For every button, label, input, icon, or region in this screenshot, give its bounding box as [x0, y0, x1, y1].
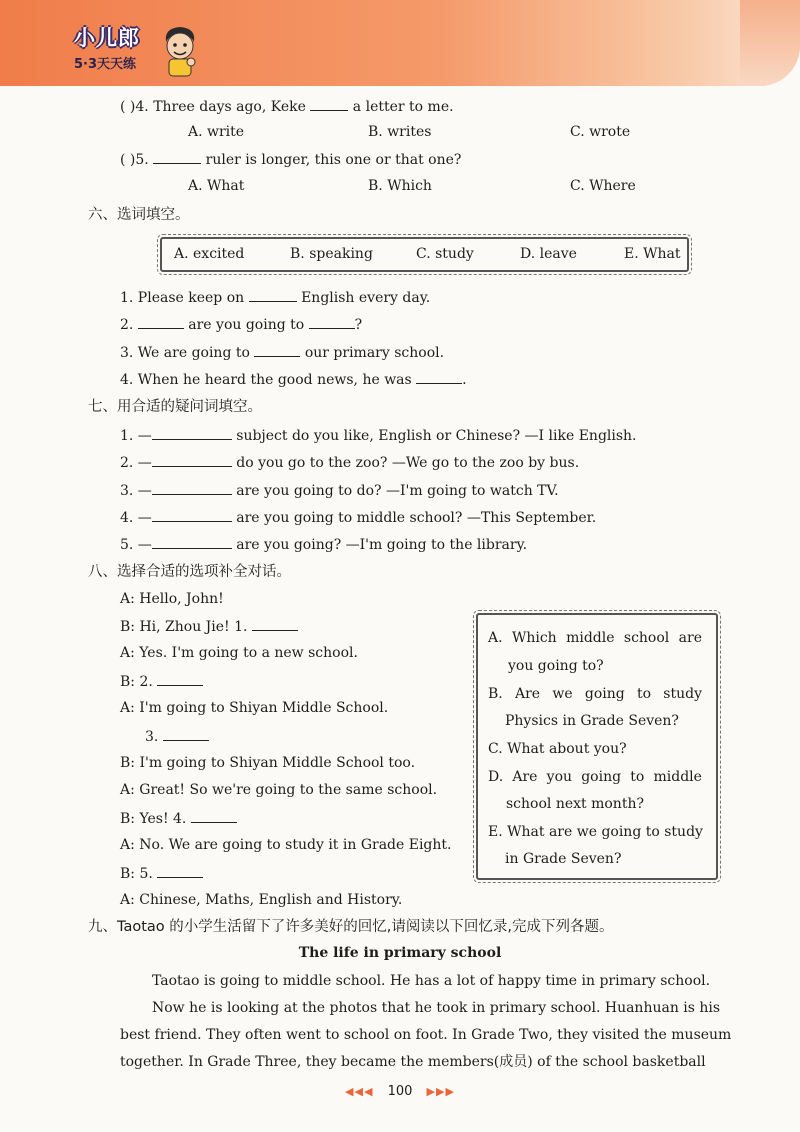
passage-line: best friend. They often went to school on foot. In Grade Two, they visited the museum	[120, 1027, 732, 1043]
item-text: English every day.	[301, 290, 431, 306]
answer-blank[interactable]	[152, 508, 232, 522]
item-number: 2. —	[120, 455, 152, 471]
dialogue-options-box	[476, 613, 718, 880]
word-option: A. excited	[174, 246, 245, 262]
dialogue-line: A: Yes. I'm going to a new school.	[120, 645, 358, 661]
question-stem: a letter to me.	[352, 99, 454, 115]
wh-item-3	[120, 481, 559, 500]
word-option: C. study	[416, 246, 474, 262]
logo-subtitle: 5·3天天练	[74, 57, 137, 72]
option-word: A.	[488, 630, 503, 646]
answer-blank[interactable]	[252, 617, 298, 631]
question-stem: Three days ago, Keke	[153, 99, 306, 115]
q4-option-a: A. write	[188, 124, 245, 140]
dialogue-line: A: Great! So we're going to the same school.	[120, 782, 438, 798]
wh-item-4	[120, 508, 596, 527]
left-arrows-icon: ◀◀◀	[345, 1085, 374, 1098]
section-6-title: 六、选词填空。	[88, 207, 190, 223]
option-word: Are	[512, 769, 538, 785]
option-d	[488, 769, 702, 785]
item-text: are you going to middle school? —This September.	[236, 510, 597, 526]
section-7-title: 七、用合适的疑问词填空。	[88, 399, 262, 415]
answer-blank[interactable]	[153, 150, 201, 164]
answer-blank[interactable]	[254, 343, 300, 357]
answer-blank[interactable]	[416, 370, 462, 384]
dialogue-line	[145, 727, 209, 746]
passage-line: together. In Grade Three, they became the members(成员) of the school basketball	[120, 1054, 706, 1070]
question-number: ( )5.	[120, 152, 149, 168]
dialogue-line	[120, 672, 203, 691]
option-word: Which	[511, 630, 557, 646]
option-word: you	[546, 769, 573, 785]
question-number: ( )4.	[120, 99, 149, 115]
page-footer	[0, 1084, 800, 1099]
logo	[74, 22, 140, 72]
option-d-cont: school next month?	[506, 796, 644, 812]
item-text: are you going to do? —I'm going to watch TV.	[236, 483, 559, 499]
item-text: do you go to the zoo? —We go to the zoo by bus.	[236, 455, 580, 471]
q5-option-a: A. What	[188, 178, 245, 194]
question-stem: ruler is longer, this one or that one?	[205, 152, 462, 168]
option-word: middle	[566, 630, 615, 646]
section-8-title: 八、选择合适的选项补全对话。	[88, 564, 291, 580]
q5-option-c: C. Where	[570, 178, 636, 194]
item-text: our primary school.	[304, 345, 445, 361]
dialogue-line: A: Chinese, Maths, English and History.	[120, 892, 403, 908]
option-word: middle	[653, 769, 702, 785]
word-bank	[160, 237, 689, 272]
passage-line: Now he is looking at the photos that he took in primary school. Huanhuan is his	[152, 1000, 721, 1016]
question-4	[120, 97, 454, 116]
dialogue-text: B: 2.	[120, 674, 153, 690]
q4-option-c: C. wrote	[570, 124, 631, 140]
option-word: we	[552, 686, 573, 702]
answer-blank[interactable]	[249, 288, 297, 302]
item-text: subject do you like, English or Chinese? —I like English.	[236, 428, 637, 444]
answer-blank[interactable]	[191, 809, 237, 823]
answer-blank[interactable]	[152, 535, 232, 549]
option-word: are	[678, 630, 702, 646]
item-text: are you going? —I'm going to the library.	[236, 537, 528, 553]
item-number: 1. —	[120, 428, 152, 444]
wh-item-2	[120, 453, 579, 472]
question-5	[120, 150, 461, 169]
answer-blank[interactable]	[163, 727, 209, 741]
fill-item-4	[120, 370, 467, 389]
item-number: 4. —	[120, 510, 152, 526]
answer-blank[interactable]	[157, 864, 203, 878]
item-text: are you going to	[188, 317, 305, 333]
page-number: 100	[387, 1084, 413, 1099]
answer-blank[interactable]	[309, 315, 355, 329]
option-a-cont: you going to?	[508, 658, 604, 674]
dialogue-text: B: Yes! 4.	[120, 811, 187, 827]
dialogue-line: A: No. We are going to study it in Grade Eight.	[120, 837, 452, 853]
option-word: D.	[488, 769, 504, 785]
option-word: B.	[488, 686, 503, 702]
item-text: ?	[354, 317, 363, 333]
option-a	[488, 630, 702, 646]
q4-option-b: B. writes	[368, 124, 432, 140]
fill-item-2	[120, 315, 362, 334]
option-word: going	[584, 686, 625, 702]
option-word: study	[663, 686, 702, 702]
dialogue-line	[120, 617, 298, 636]
logo-title: 小儿郎	[74, 26, 140, 50]
word-option: B. speaking	[290, 246, 373, 262]
option-b-cont: Physics in Grade Seven?	[505, 713, 679, 729]
word-option: E. What	[624, 246, 681, 262]
item-text: 1. Please keep on	[120, 290, 245, 306]
wh-item-5	[120, 535, 527, 554]
item-text: 2.	[120, 317, 134, 333]
item-number: 3. —	[120, 483, 152, 499]
dialogue-text: B: Hi, Zhou Jie! 1.	[120, 619, 248, 635]
q5-option-b: B. Which	[368, 178, 432, 194]
section-9-title: 九、Taotao 的小学生活留下了许多美好的回忆,请阅读以下回忆录,完成下列各题。	[88, 919, 614, 935]
word-option: D. leave	[520, 246, 577, 262]
dialogue-text: B: 5.	[120, 866, 153, 882]
item-text: .	[462, 372, 467, 388]
answer-blank[interactable]	[152, 453, 232, 467]
option-word: going	[581, 769, 622, 785]
dialogue-line: B: I'm going to Shiyan Middle School too.	[120, 755, 416, 771]
option-word: to	[630, 769, 645, 785]
item-text: 3. We are going to	[120, 345, 250, 361]
option-e: E. What are we going to study	[488, 824, 703, 840]
dialogue-text: 3.	[145, 729, 159, 745]
answer-blank[interactable]	[152, 426, 232, 440]
wh-item-1	[120, 426, 637, 445]
passage-title: The life in primary school	[298, 945, 502, 961]
dialogue-line	[120, 809, 237, 828]
passage-line: Taotao is going to middle school. He has a lot of happy time in primary school.	[152, 973, 711, 989]
dialogue-line: A: I'm going to Shiyan Middle School.	[120, 700, 389, 716]
option-word: school	[623, 630, 670, 646]
option-word: Are	[515, 686, 541, 702]
mascot-icon	[160, 24, 200, 82]
option-word: to	[636, 686, 652, 702]
option-e-cont: in Grade Seven?	[505, 851, 622, 867]
right-arrows-icon: ▶▶▶	[426, 1085, 455, 1098]
item-number: 5. —	[120, 537, 152, 553]
option-b	[488, 686, 702, 702]
option-c: C. What about you?	[488, 741, 627, 757]
answer-blank[interactable]	[152, 481, 232, 495]
answer-blank[interactable]	[310, 97, 348, 111]
dialogue-line	[120, 864, 203, 883]
item-text: 4. When he heard the good news, he was	[120, 372, 412, 388]
answer-blank[interactable]	[138, 315, 184, 329]
answer-blank[interactable]	[157, 672, 203, 686]
fill-item-3	[120, 343, 444, 362]
dialogue-line: A: Hello, John!	[120, 591, 224, 607]
fill-item-1	[120, 288, 430, 307]
